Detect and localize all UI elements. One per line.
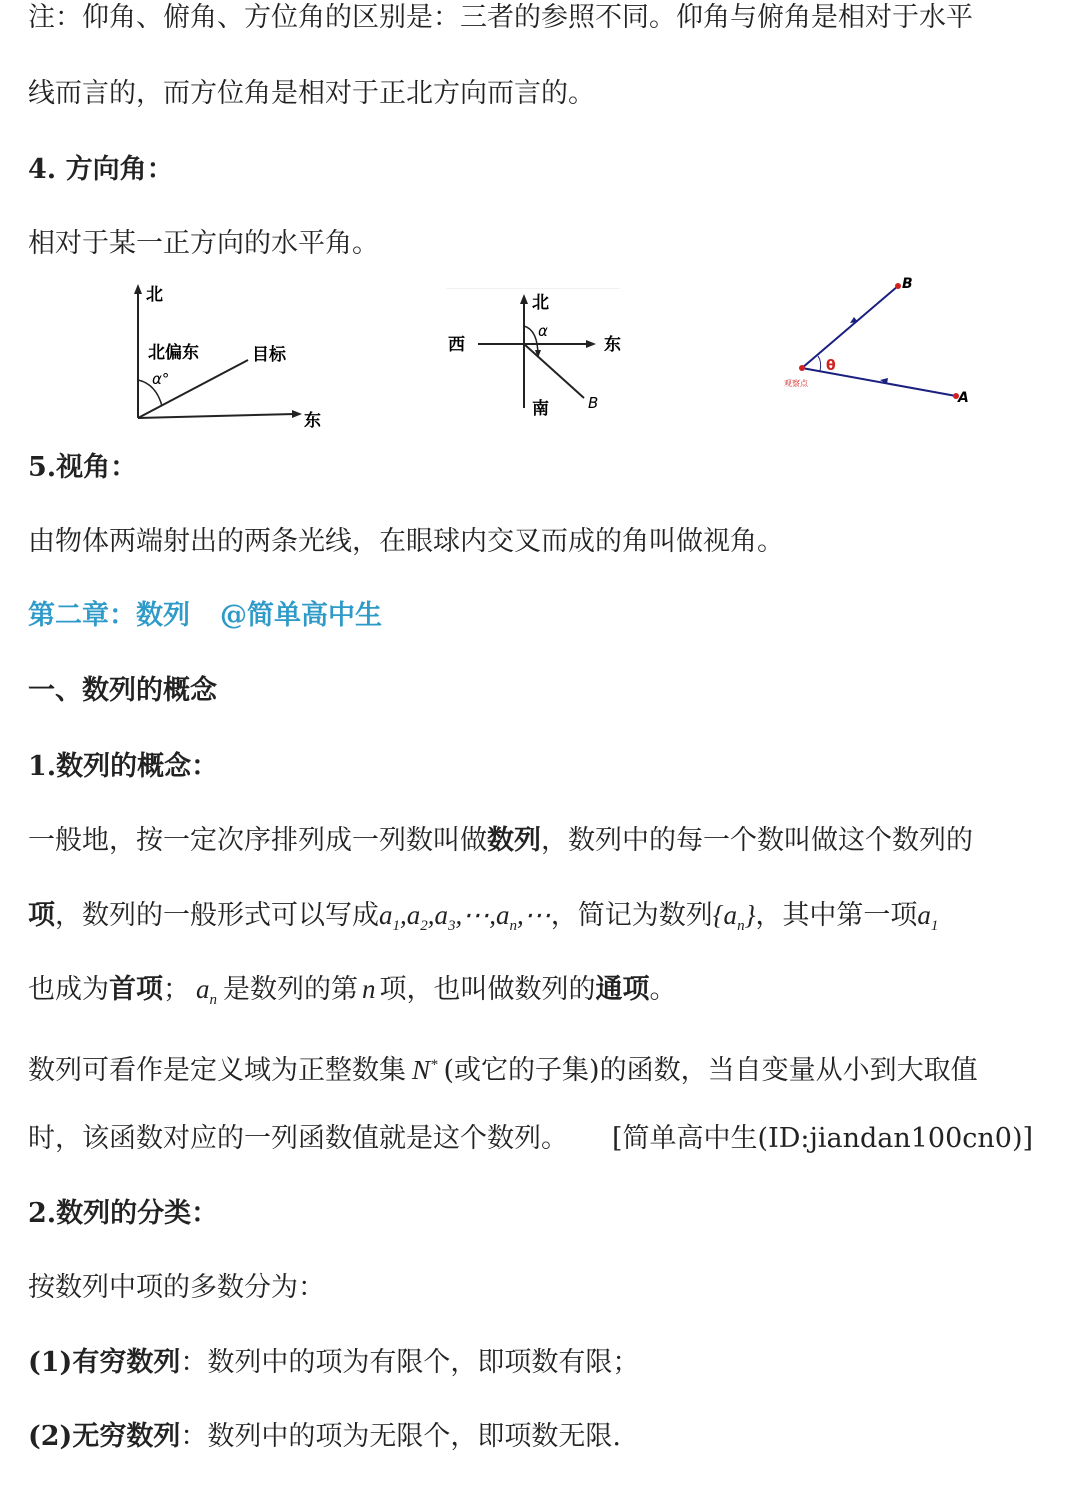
fig1-direction-label: 北偏东	[148, 343, 199, 363]
section-4-text: 相对于某一正方向的水平角。	[28, 228, 379, 259]
classify-heading: 2.数列的分类：	[28, 1198, 219, 1229]
fig2-alpha-label: α	[538, 322, 548, 340]
term-infinite-sequence: (2)无穷数列	[28, 1421, 181, 1452]
fig2-south-label: 南	[532, 399, 549, 419]
concept-line-3	[28, 971, 677, 1018]
concept-line-5	[28, 1121, 1033, 1157]
part-1-heading: 一、数列的概念	[28, 675, 217, 706]
compass-direction-figure	[440, 288, 640, 428]
n-symbol: n	[362, 974, 376, 1004]
section-5-heading: 5.视角：	[28, 452, 138, 483]
classify-intro: 按数列中项的多数分为：	[28, 1272, 325, 1303]
nth-term-symbol: $a_n$	[196, 974, 217, 1008]
fig3-point-a-label: A	[958, 390, 969, 406]
note-line-1: 注：仰角、俯角、方位角的区别是：三者的参照不同。仰角与俯角是相对于水平	[28, 2, 973, 33]
chapter-title-text: 第二章：数列	[28, 600, 190, 631]
text-span: ；	[163, 974, 190, 1005]
text-span: ，数列中的每一个数叫做这个数列的	[541, 825, 973, 856]
classify-item-2	[28, 1419, 621, 1455]
term-finite-sequence: (1)有穷数列	[28, 1347, 181, 1378]
text-span: ：数列中的项为有限个，即项数有限；	[180, 1347, 640, 1378]
text-span: ，简记为数列	[550, 900, 713, 931]
text-span: 数列可看作是定义域为正整数集	[28, 1055, 406, 1086]
chapter-title	[28, 598, 382, 634]
concept-heading: 1.数列的概念：	[28, 751, 219, 782]
text-span: ：数列中的项为无限个，即项数无限.	[180, 1421, 621, 1452]
term-sequence: 数列	[487, 825, 541, 856]
text-span: ，其中第一项	[755, 900, 918, 931]
fig3-theta-label: θ	[826, 358, 836, 374]
chapter-tag: @简单高中生	[220, 600, 382, 631]
classify-item-1	[28, 1345, 639, 1381]
text-span: (或它的子集)的函数，当自变量从小到大取值	[443, 1055, 978, 1086]
text-span: 项，也叫做数列的	[379, 974, 596, 1005]
term-item: 项	[28, 900, 55, 931]
source-id-note: [简单高中生(ID:jiandan100cn0)]	[612, 1123, 1034, 1154]
text-span: 时，该函数对应的一列函数值就是这个数列。	[28, 1123, 568, 1154]
concept-line-1	[28, 823, 973, 859]
fig2-north-label: 北	[532, 293, 549, 313]
fig2-point-b-label: B	[588, 394, 599, 412]
text-span: 。	[649, 974, 677, 1005]
text-span: ，数列的一般形式可以写成	[55, 900, 379, 931]
fig3-point-b-label: B	[902, 276, 913, 292]
fig1-target-label: 目标	[252, 345, 286, 365]
text-span: 是数列的第	[223, 974, 358, 1005]
viewing-angle-figure	[770, 272, 980, 412]
positive-integer-set-symbol: N*	[412, 1055, 438, 1085]
text-span: 一般地，按一定次序排列成一列数叫做	[28, 825, 487, 856]
sequence-general-form: $a_1,a_2,a_3,\cdots,a_n,\cdots$	[379, 900, 551, 934]
section-5-text: 由物体两端射出的两条光线，在眼球内交叉而成的角叫做视角。	[28, 526, 784, 557]
fig1-north-label: 北	[146, 285, 163, 305]
section-4-heading: 4. 方向角：	[28, 154, 174, 185]
north-east-direction-figure	[120, 280, 340, 430]
concept-line-4	[28, 1047, 978, 1089]
text-span: 也成为	[28, 974, 109, 1005]
term-general-term: 通项	[595, 974, 650, 1005]
term-first-term: 首项	[109, 974, 163, 1005]
sequence-notation: $\{a_n\}$	[712, 900, 756, 934]
first-term-symbol: $a_1$	[917, 900, 939, 934]
note-line-2: 线而言的，而方位角是相对于正北方向而言的。	[28, 78, 595, 109]
fig2-west-label: 西	[448, 335, 465, 355]
fig2-east-label: 东	[604, 335, 621, 355]
fig1-east-label: 东	[304, 411, 321, 430]
fig3-observer-label: 观察点	[784, 379, 808, 388]
fig1-angle-label: α°	[152, 370, 170, 388]
concept-line-2	[28, 897, 938, 944]
